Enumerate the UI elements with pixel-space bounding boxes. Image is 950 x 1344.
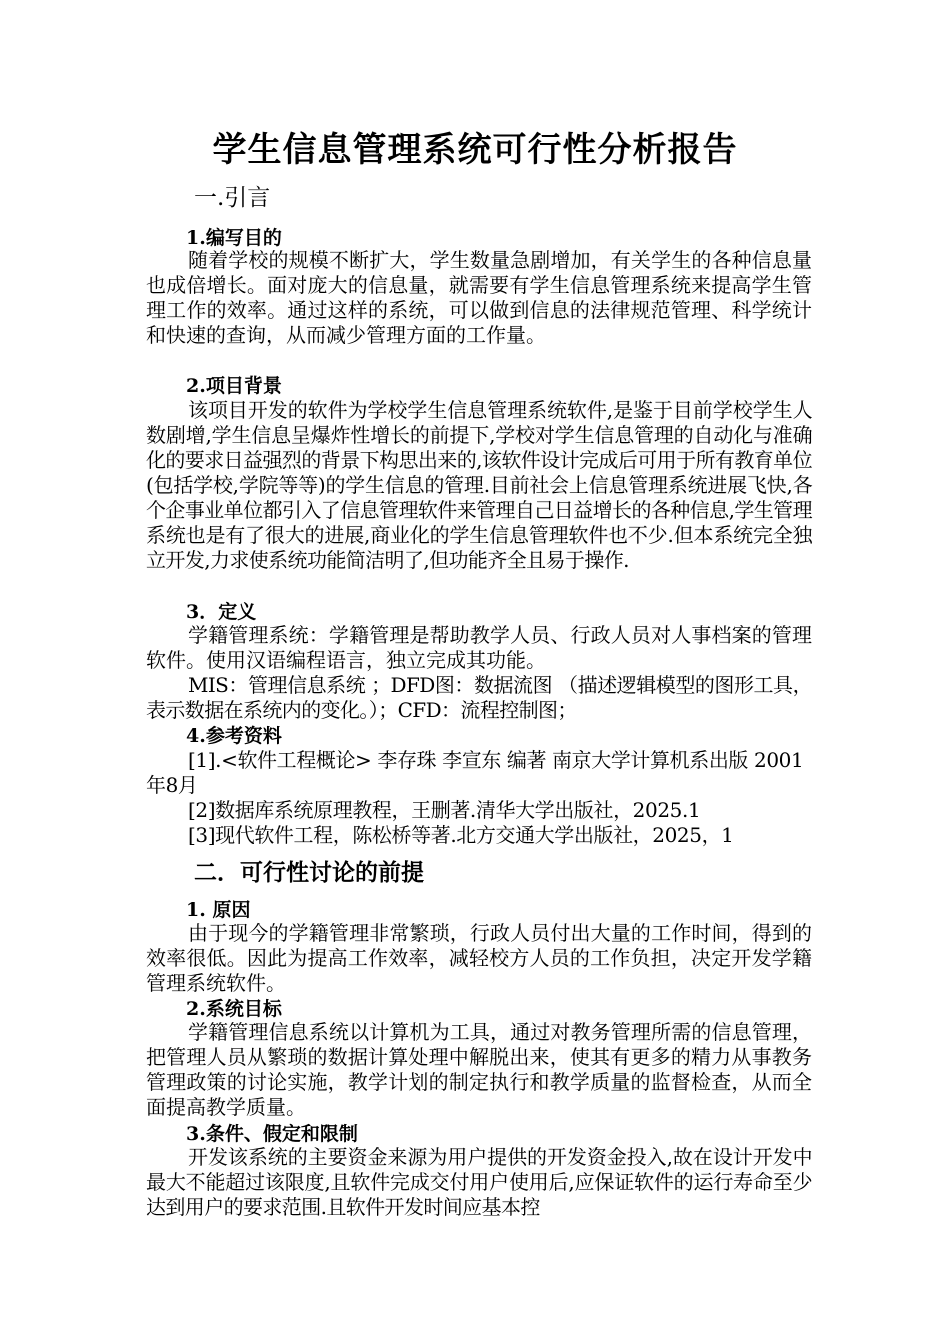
paragraph-reason: 由于现今的学籍管理非常繁琐，行政人员付出大量的工作时间，得到的效率很低。因此为提高工作效率，减轻校方人员的工作负担，决定开发学籍管理系统软件。 — [146, 921, 812, 995]
paragraph-background: 该项目开发的软件为学校学生信息管理系统软件,是鉴于目前学校学生人数剧增,学生信息呈爆炸性增长的前提下,学校对学生信息管理的自动化与准确化的要求日益强烈的背景下构思出来的,该软件设计完成后可用于所有教育单位(包括学校,学院等等)的学生信息的管理.目前社会上信息管理系统进展飞快,各个企事业单位都引入了信息管理软件来管理自己日益增长的各种信息,学生管理系统也是有了很大的进展,商业化的学生信息管理软件也不少.但本系统完全独立开发,力求使系统功能简洁明了,但功能齐全且易于操作. — [146, 398, 812, 572]
document-title: 学生信息管理系统可行性分析报告 — [212, 130, 738, 170]
section-heading-premise: 二．可行性讨论的前提 — [194, 859, 424, 886]
subsection-heading-references: 4.参考资料 — [186, 725, 282, 747]
reference-item: [1].<软件工程概论> 李存珠 李宣东 编著 南京大学计算机系出版 2001年8月 — [146, 748, 804, 797]
paragraph-goal: 学籍管理信息系统以计算机为工具，通过对教务管理所需的信息管理，把管理人员从繁琐的数据计算处理中解脱出来，使其有更多的精力从事教务管理政策的讨论实施，教学计划的制定执行和教学质量的监督检查，从而全面提高教学质量。 — [146, 1020, 812, 1119]
subsection-heading-background: 2.项目背景 — [186, 375, 282, 397]
paragraph-constraints: 开发该系统的主要资金来源为用户提供的开发资金投入,故在设计开发中最大不能超过该限度,且软件完成交付用户使用后,应保证软件的运行寿命至少达到用户的要求范围.且软件开发时间应基本控 — [146, 1145, 812, 1219]
subsection-heading-purpose: 1.编写目的 — [186, 227, 282, 249]
paragraph-purpose: 随着学校的规模不断扩大，学生数量急剧增加，有关学生的各种信息量也成倍增长。面对庞大的信息量，就需要有学生信息管理系统来提高学生管理工作的效率。通过这样的系统，可以做到信息的法律规范管理、科学统计和快速的查询，从而减少管理方面的工作量。 — [146, 248, 812, 347]
subsection-heading-goal: 2.系统目标 — [186, 998, 282, 1020]
section-heading-intro: 一.引言 — [194, 185, 271, 211]
subsection-heading-reason: 1. 原因 — [186, 899, 251, 921]
paragraph-definition-2: MIS：管理信息系统 ；DFD图：数据流图 （描述逻辑模型的图形工具， 表示数据在系统内的变化。）；CFD：流程控制图； — [146, 673, 812, 722]
subsection-heading-constraints: 3.条件、假定和限制 — [186, 1123, 358, 1145]
reference-item: [2]数据库系统原理教程，王删著.清华大学出版社，2025.1 — [188, 798, 701, 822]
paragraph-definition-1: 学籍管理系统：学籍管理是帮助教学人员、行政人员对人事档案的管理软件。使用汉语编程语言，独立完成其功能。 — [146, 623, 812, 672]
reference-item: [3]现代软件工程，陈松桥等著.北方交通大学出版社，2025，1 — [188, 823, 734, 847]
subsection-heading-definition: 3．定义 — [186, 601, 257, 623]
